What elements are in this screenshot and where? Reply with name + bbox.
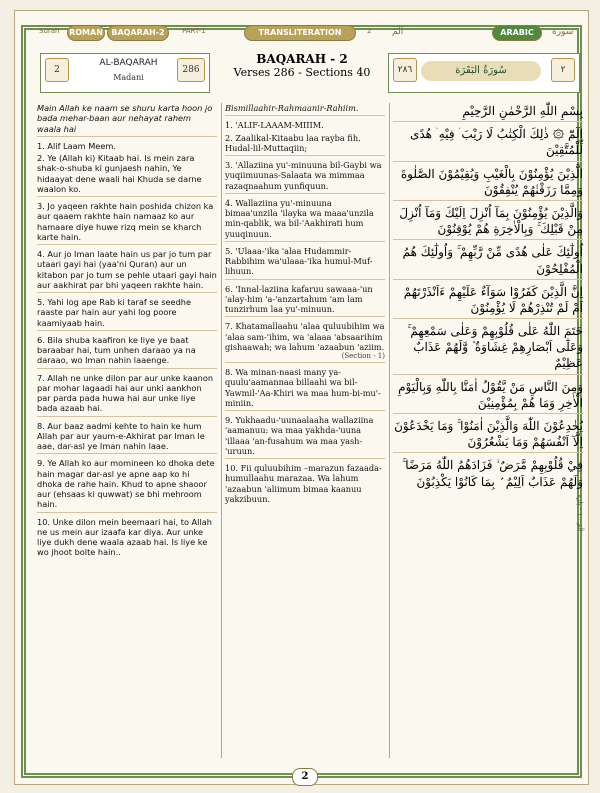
surah-info-left: [40, 53, 210, 93]
surah-title: BAQARAH - 2: [256, 52, 348, 66]
side-note: الٓمٓ - ۱ - پارہ: [576, 494, 584, 532]
surah-verses: Verses 286 - Sections 40: [233, 66, 371, 80]
list-item: 8. Aur baaz aadmi kehte to hain ke hum Allah par aur yaum-e-Akhirat par Iman le aae, dar-asl ye Iman nahin laae.: [37, 420, 205, 451]
list-item: 6. Bila shuba kaafiron ke liye ye baat baraabar hai, tum unhen daraao ya na daraao, wo Iman nahin laaenge.: [37, 334, 196, 366]
list-item: 2. Ye (Allah ki) Kitaab hai. Is mein zara shak-o-shuba ki gunjaesh nahin, Ye hidaayat dene waali hai Khuda se darne waalon ko.: [37, 153, 202, 194]
roman-column: [37, 103, 217, 758]
list-item: 4. Aur jo Iman laate hain us par jo tum par utaari gayi hai (yaa'ni Quran) aur un kitabon par jo tum se pehle utaari gayi hain aur aakhirat par bhi yaqeen rakhte hain.: [37, 249, 217, 290]
arabic-verse: يُخٰدِعُوْنَ اللّٰهَ وَالَّذِيْنَ اٰمَنُوْا ۚ وَمَا يَخْدَعُوْنَ اِلَّآ اَنْفُسَهُمْ وَمَا يَشْعُرُوْنَ: [394, 419, 583, 450]
part-label: PART-1: [182, 27, 206, 35]
arabic-verse: الٓمّٓ ۞ ذٰلِكَ الْكِتٰبُ لَا رَيْبَ ۛ فِيْهِ ۛ هُدًى لِّلْمُتَّقِيْنَ: [409, 127, 583, 158]
list-item: 9. Yukhaadu-'uunaalaaha wallaziina 'aamanuu: wa maa yakhda-'uuna 'illaaa 'an-fusahum wa maa yash-'uruun.: [225, 415, 374, 456]
surah-info-right: [388, 53, 580, 93]
top-bar: [37, 23, 583, 45]
surah-arabic-label: سورة: [552, 27, 574, 37]
list-item: 5. 'Ulaaa-'ika 'alaa Hudammir-Rabbihim wa'ulaaa-'ika humul-Muf-lihuun.: [225, 245, 373, 277]
list-item: 10. Unke dilon mein beemaari hai, to Allah ne us mein aur izaafa kar diya. Aur unke liye dukh dene waala azaab hai. Is liye ke wo jhoot bolte hain..: [37, 516, 212, 558]
list-item: 1. 'ALIF-LAAAM-MIIIM.: [225, 120, 324, 131]
list-item: 8. Wa minan-naasi many ya-quulu'aamannaa billaahi wa bil-Yawmil-'Aa-Khiri wa maa hum-bi-mu'-miniin.: [225, 367, 381, 408]
header-row: [37, 51, 583, 103]
list-item: 3. 'Allaziina yu'-minuuna bil-Gaybi wa yuqiimuunas-Salaata wa mimmaa razaqnaahum yunfiquun.: [225, 160, 382, 191]
list-item: 9. Ye Allah ko aur momineen ko dhoka dete hain magar dar-asl ye apne aap ko hi dhoka de rahe hain. Khud to apne shaoor aur (ehsaas ki quwwat) se bhi mehroom hain.: [37, 458, 215, 510]
transliteration-heading: [227, 52, 377, 80]
arabic-verse: الَّذِيْنَ يُؤْمِنُوْنَ بِالْغَيْبِ وَيُقِيْمُوْنَ الصَّلٰوةَ وَمِمَّا رَزَقْنٰهُمْ يُنْفِقُوْنَ: [400, 166, 583, 197]
list-item: 7. Allah ne unke dilon par aur unke kaanon par mohar lagaadi hai aur unki aankhon par parda pada huwa hai aur unke liye bada azaab hai.: [37, 372, 214, 414]
arabic-column: [393, 103, 583, 758]
arabic-verse: وَمِنَ النَّاسِ مَنْ يَّقُوْلُ اٰمَنَّا بِاللّٰهِ وَبِالْيَوْمِ الْاٰخِرِ وَمَا هُمْ بِمُؤْمِنِيْنَ: [398, 379, 583, 410]
list-item: 4. Wallaziina yu'-minuuna bimaa'unzila 'ilayka wa maaa'unzila min-qablik, wa bil-'Aakhirati hum yuuqinuun.: [225, 197, 374, 239]
arabic-count-badge: ٢٨٦: [393, 58, 417, 82]
list-item: 7. Khatamallaahu 'alaa quluubihim wa 'alaa sam-'ihim, wa 'alaaa 'absaarihim gishaawah; wa lahum 'azaabun 'aziim.: [225, 321, 385, 352]
list-item: 10. Fii quluubihim –marazun fazaada-humullaahu marazaa. Wa lahum 'azaabun 'aliimum bimaa kaanuu yakzibuun.: [225, 463, 382, 504]
para-arabic: الٓمٓ: [392, 27, 404, 37]
intro-line: Main Allah ke naam se shuru karta hoon jo bada mehar-baan aur nehayat rahem waala hai: [37, 103, 213, 134]
arabic-verse: اُولٰٓئِكَ عَلٰى هُدًى مِّنْ رَّبِّهِمْ ۚ وَاُولٰٓئِكَ هُمُ الْمُفْلِحُوْنَ: [402, 245, 583, 276]
surah-number-badge: 2: [45, 58, 69, 82]
page-number: 2: [292, 768, 318, 786]
transliteration-tab: TRANSLITERATION: [244, 25, 356, 41]
list-item: 1. Alif Laam Meem.: [37, 140, 116, 151]
divider: [389, 103, 390, 758]
ayat-count-badge: 286: [177, 58, 205, 82]
transliteration-column: [225, 103, 385, 758]
surah-type: Madani: [113, 73, 144, 82]
content-columns: [37, 103, 583, 758]
page-frame: [14, 10, 589, 785]
list-item: 6. 'Innal-laziina kafaruu sawaaa-'un 'alay-him 'a-'anzartahum 'am lam tunzirhum laa yu'-minuun.: [225, 283, 373, 314]
divider: [221, 103, 222, 758]
list-item: 3. Jo yaqeen rakhte hain poshida chizon ka aur qaaem rakhte hain namaaz ko aur hamaare diye huwe rizq mein se kharch karte hain.: [37, 201, 214, 242]
arabic-verse: اِنَّ الَّذِيْنَ كَفَرُوْا سَوَآءٌ عَلَيْهِمْ ءَاَنْذَرْتَهُمْ اَمْ لَمْ تُنْذِرْهُمْ لَا يُؤْمِنُوْنَ: [403, 284, 583, 315]
arabic-bismillah: بِسْمِ اللّٰهِ الرَّحْمٰنِ الرَّحِيْمِ: [462, 104, 583, 118]
list-item: 2. Zaalikal-Kitaabu laa rayba fih. Hudal-lil-Muttaqiin;: [225, 132, 361, 153]
arabic-verse: خَتَمَ اللّٰهُ عَلٰى قُلُوْبِهِمْ وَعَلٰى سَمْعِهِمْ ۚ وَعَلٰٓى اَبْصَارِهِمْ غِشَاوَةٌ ۫ وَّلَهُمْ عَذَابٌ عَظِيْمٌ: [407, 324, 583, 371]
arabic-surah-name: سُورَةُ البَقَرَة: [421, 61, 541, 81]
arabic-verse: وَالَّذِيْنَ يُؤْمِنُوْنَ بِمَآ اُنْزِلَ اِلَيْكَ وَمَآ اُنْزِلَ مِنْ قَبْلِكَ ۚ وَبِالْاٰخِرَةِ هُمْ يُوْقِنُوْنَ: [399, 205, 583, 237]
surat-label: Surah: [39, 27, 60, 35]
baqarah-tab: BAQARAH-2: [107, 25, 169, 41]
roman-tab: ROMAN: [67, 25, 105, 41]
list-item: 5. Yahi log ape Rab ki taraf se seedhe raaste par hain aur yahi log poore kaamiyaab hain.: [37, 297, 192, 328]
arabic-verse: فِيْ قُلُوْبِهِمْ مَّرَضٌ ۙ فَزَادَهُمُ اللّٰهُ مَرَضًا ۚ وَلَهُمْ عَذَابٌ اَلِيْمٌ ۢ بِمَا كَانُوْا يَكْذِبُوْنَ: [402, 458, 583, 489]
arabic-surah-badge: ٢: [551, 58, 575, 82]
section-marker: (Section - 1): [341, 352, 385, 360]
arabic-tab: ARABIC: [492, 25, 542, 41]
surah-name: AL-BAQARAH: [99, 58, 158, 68]
bismillah: Bismillaahir-Rahmaanir-Rahiim.: [225, 103, 359, 113]
section-count: 2: [367, 27, 372, 35]
